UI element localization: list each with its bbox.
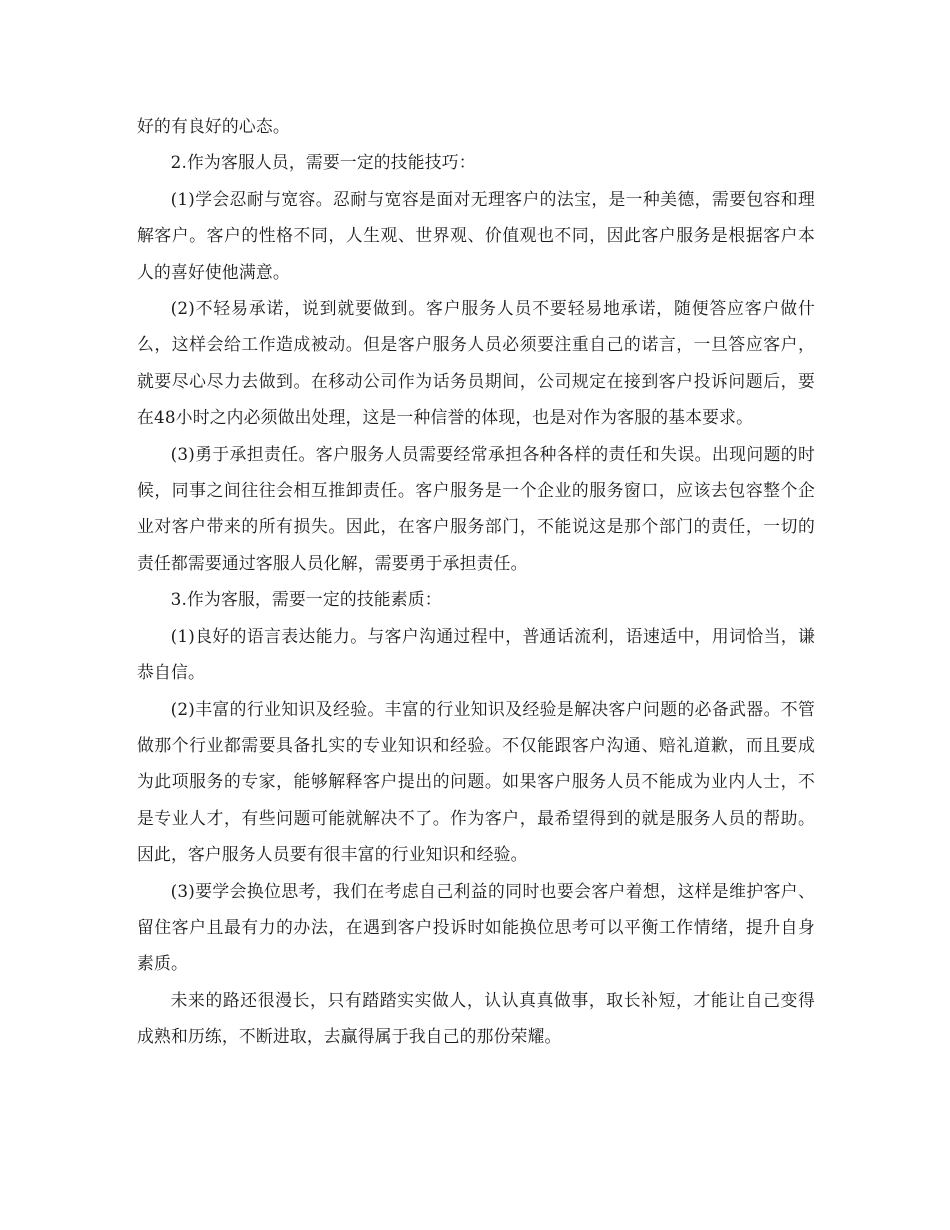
- paragraph-continuation: 好的有良好的心态。: [137, 116, 290, 136]
- paragraph-language: (1)良好的语言表达能力。与客户沟通过程中，普通话流利，语速适中，用词恰当，谦恭自信。: [137, 625, 815, 683]
- paragraph-knowledge: (2)丰富的行业知识及经验。丰富的行业知识及经验是解决客户问题的必备武器。不管做那个行业都需要具备扎实的专业知识和经验。不仅能跟客户沟通、赔礼道歉，而且要成为此项服务的专家，能够解释客户提出的问题。如果客户服务人员不能成为业内人士，不是专业人才，有些问题可能就解决不了。作为客户，最希望得到的就是服务人员的帮助。因此，客户服务人员要有很丰富的行业知识和经验。: [137, 698, 815, 865]
- paragraph-empathy: (3)要学会换位思考，我们在考虑自己利益的同时也要会客户着想，这样是维护客户、留住客户且最有力的办法，在遇到客户投诉时如能换位思考可以平衡工作情绪，提升自身素质。: [137, 880, 815, 974]
- section-heading-2: 2.作为客服人员，需要一定的技能技巧：: [170, 152, 476, 173]
- section-heading-3: 3.作为客服，需要一定的技能素质：: [170, 589, 442, 610]
- paragraph-promise: (2)不轻易承诺，说到就要做到。客户服务人员不要轻易地承诺，随便答应客户做什么，这样会给工作造成被动。但是客户服务人员必须要注重自己的诺言，一旦答应客户，就要尽心尽力去做到。在移动公司作为话务员期间，公司规定在接到客户投诉问题后，要在48小时之内必须做出处理，这是一种信誉的体现，也是对作为客服的基本要求。: [137, 298, 815, 428]
- paragraph-responsibility: (3)勇于承担责任。客户服务人员需要经常承担各种各样的责任和失误。出现问题的时候，同事之间往往会相互推卸责任。客户服务是一个企业的服务窗口，应该去包容整个企业对客户带来的所有损失。因此，在客户服务部门，不能说这是那个部门的责任，一切的责任都需要通过客服人员化解，需要勇于承担责任。: [137, 443, 815, 573]
- paragraph-patience: (1)学会忍耐与宽容。忍耐与宽容是面对无理客户的法宝，是一种美德，需要包容和理解客户。客户的性格不同，人生观、世界观、价值观也不同，因此客户服务是根据客户本人的喜好使他满意。: [137, 188, 815, 282]
- document-body: [137, 108, 815, 1055]
- paragraph-conclusion: 未来的路还很漫长，只有踏踏实实做人，认认真真做事，取长补短，才能让自己变得成熟和历练，不断进取，去赢得属于我自己的那份荣耀。: [137, 989, 815, 1047]
